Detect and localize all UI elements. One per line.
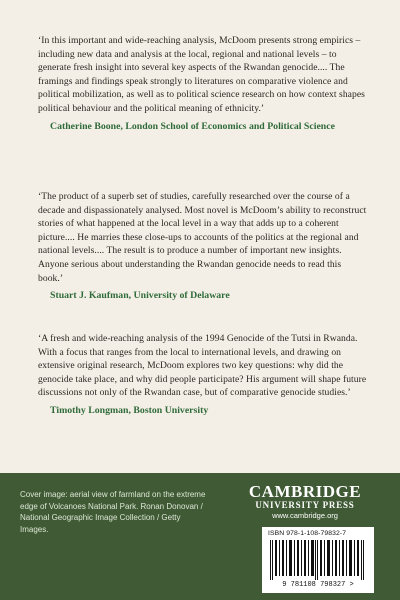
blurb-attribution: Timothy Longman, Boston University xyxy=(50,404,209,416)
blurb-3 xyxy=(38,332,368,417)
blurb-attribution: Catherine Boone, London School of Economics and Political Science xyxy=(50,120,335,132)
blurb-1 xyxy=(38,34,368,133)
publisher-subtitle: UNIVERSITY PRESS xyxy=(255,500,355,510)
footer-band xyxy=(0,473,400,600)
cover-credit: Cover image: aerial view of farmland on the extreme edge of Volcanoes National Park. Ronan Donovan / National Geographic Image Collection / Getty Images. xyxy=(20,490,206,534)
blurb-attribution: Stuart J. Kaufman, University of Delaware xyxy=(50,290,230,302)
barcode-bars xyxy=(268,540,368,580)
publisher-logo xyxy=(230,483,380,521)
publisher-name: CAMBRIDGE xyxy=(248,482,362,501)
barcode xyxy=(262,527,374,593)
barcode-number: 9 781108 798327 > xyxy=(282,581,354,589)
blurb-quote: ‘The product of a superb set of studies, carefully researched over the course of a decade and dispassionately analysed. Most novel is McDoom’s ability to reconstruct stories of what happened at the local level in a way that adds up to a coherent picture.... He marries these close-ups to accounts of the politics at the regional and national levels.... The result is to produce a number of important new insights. Anyone serious about understanding the Rwandan genocide needs to read this book.’ xyxy=(38,191,367,284)
isbn-text: ISBN 978-1-108-79832-7 xyxy=(268,530,347,537)
publisher-url: www.cambridge.org xyxy=(272,511,338,520)
blurb-quote: ‘In this important and wide-reaching analysis, McDoom presents strong empirics – including new data and analysis at the local, regional and national levels – to generate fresh insight into several key aspects of the Rwandan genocide.... The framings and findings speak strongly to literatures on comparative violence and political mobilization, as well as to political science research on how context shapes political behaviour and the political meaning of ethnicity.’ xyxy=(38,35,365,114)
blurb-quote: ‘A fresh and wide-reaching analysis of the 1994 Genocide of the Tutsi in Rwanda. With a focus that ranges from the local to international levels, and drawing on extensive original research, McDoom explores two key questions: why did the genocide take place, and why did people participate? His argument will shape future discussions not only of the Rwandan case, but of comparative genocide studies.’ xyxy=(38,333,367,399)
blurb-2 xyxy=(38,190,368,302)
